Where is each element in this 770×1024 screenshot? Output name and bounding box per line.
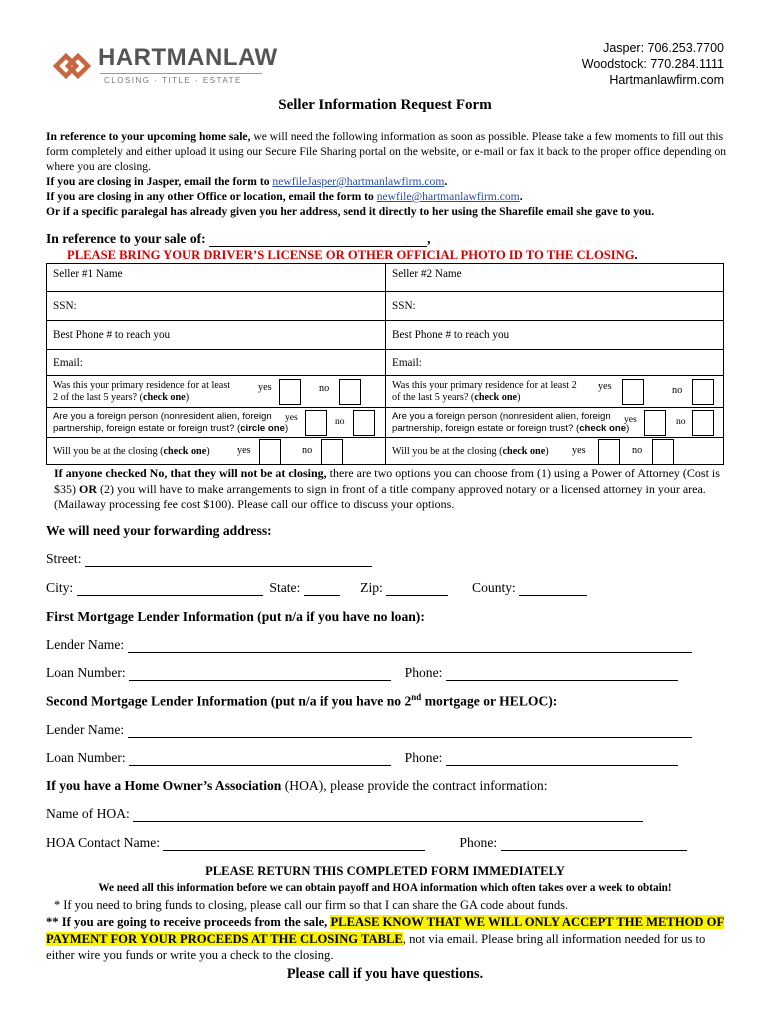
circle-one: circle one [240, 422, 285, 434]
logo [52, 44, 278, 90]
yes-label: yes [237, 445, 251, 456]
hoa-name-input[interactable] [133, 807, 643, 822]
seller1-at-closing [47, 438, 386, 465]
no-label: no [632, 445, 643, 456]
closing-yes-checkbox[interactable] [598, 439, 620, 465]
foreign-no-checkbox[interactable] [692, 410, 714, 436]
check-one: check one [142, 391, 186, 403]
ssn-label: SSN: [53, 300, 77, 312]
seller2-phone-field[interactable] [386, 321, 724, 350]
primary-no-checkbox[interactable] [692, 379, 714, 405]
no-label: no [676, 416, 686, 427]
jasper-instruction: If you are closing in Jasper, email the form to [46, 175, 273, 188]
second-mortgage-heading [46, 692, 557, 710]
hoa-name-label: Name of HOA: [46, 806, 130, 821]
punct: ) [206, 445, 210, 457]
seller1-name-field[interactable] [47, 264, 386, 292]
jasper-email-link[interactable]: newfileJasper@hartmanlawfirm.com [272, 175, 445, 188]
closing-note [54, 466, 722, 513]
first-lender-row [46, 637, 692, 653]
first-loan-input[interactable] [129, 666, 391, 681]
closing-note-lead: If anyone checked No, that they will not be at closing, [54, 466, 327, 480]
other-instruction: If you are closing in any other Office or location, email the form to [46, 190, 377, 203]
second-phone-input[interactable] [446, 751, 678, 766]
punct: ) [517, 391, 521, 403]
primary-question: Was this your primary residence for at least [53, 379, 231, 391]
check-one: check one [163, 445, 207, 457]
state-label: State: [269, 580, 301, 595]
logo-name: HARTMANLAW [98, 44, 278, 71]
street-row [46, 551, 372, 567]
city-input[interactable] [77, 581, 263, 596]
sale-address-field[interactable] [209, 234, 427, 247]
punct: ) [185, 391, 190, 403]
intro-body: we will need the following information as soon as possible. Please take a few moments to fill out this form completely and either upload it using our Secure File Sharing portal on the website, or e-mail or fax it back to the proper office depending on where you are closing. [46, 130, 727, 173]
need-notice: We need all this information before we can obtain payoff and HOA information which often takes over a week to obtain! [98, 882, 672, 894]
logo-mark-icon [52, 46, 92, 86]
second-loan-row [46, 750, 678, 766]
superscript: nd [411, 692, 422, 702]
yes-label: yes [572, 445, 586, 456]
primary-question-2: 2 of the last 5 years? ( [53, 391, 143, 403]
phone-label: Phone: [404, 665, 443, 680]
hoa-heading-bold: If you have a Home Owner’s Association [46, 778, 282, 793]
punct: . [444, 175, 448, 188]
seller1-label: Seller #1 Name [53, 268, 123, 280]
proceeds-highlight: PLEASE KNOW THAT WE WILL ONLY ACCEPT THE METHOD OF PAYMENT FOR YOUR PROCEEDS AT THE CLOSING TABLE [46, 915, 725, 946]
hoa-heading-rest: (HOA), please provide the contract information: [281, 778, 548, 793]
hoa-contact-label: HOA Contact Name: [46, 835, 161, 850]
punct: ) [626, 422, 630, 434]
hoa-contact-input[interactable] [163, 836, 425, 851]
second-heading-pre: Second Mortgage Lender Information (put n/a if you have no 2 [46, 693, 412, 709]
punct: . [634, 248, 638, 262]
primary-no-checkbox[interactable] [339, 379, 361, 405]
foreign-yes-checkbox[interactable] [305, 410, 327, 436]
yes-label: yes [258, 382, 272, 393]
street-label: Street: [46, 551, 82, 566]
seller1-phone-field[interactable] [47, 321, 386, 350]
state-input[interactable] [304, 581, 340, 596]
sale-label: In reference to your sale of: [46, 231, 206, 246]
check-one: check one [579, 422, 627, 434]
website: Hartmanlawfirm.com [609, 73, 724, 87]
zip-label: Zip: [360, 580, 383, 595]
seller1-email-field[interactable] [47, 350, 386, 376]
intro-lead: In reference to your upcoming home sale, [46, 130, 251, 143]
county-input[interactable] [519, 581, 587, 596]
yes-label: yes [624, 414, 637, 425]
primary-yes-checkbox[interactable] [279, 379, 301, 405]
foreign-yes-checkbox[interactable] [644, 410, 666, 436]
loan-label: Loan Number: [46, 665, 126, 680]
foreign-question-2: partnership, foreign estate or foreign trust? ( [392, 422, 580, 434]
closing-question: Will you be at the closing ( [392, 445, 503, 457]
foreign-question-2: partnership, foreign estate or foreign trust? ( [53, 422, 241, 434]
no-label: no [335, 416, 345, 427]
contact-block [582, 40, 724, 88]
primary-yes-checkbox[interactable] [622, 379, 644, 405]
second-heading-post: mortgage or HELOC): [421, 693, 558, 709]
proceeds-post: , not via email. Please bring all information needed for us to either wire you funds or write you a check to the closing. [46, 931, 706, 962]
city-label: City: [46, 580, 74, 595]
primary-question: Was this your primary residence for at least 2 [392, 379, 577, 391]
seller2-primary-residence [386, 376, 724, 408]
no-label: no [672, 385, 683, 396]
city-row [46, 580, 726, 596]
first-mortgage-heading: First Mortgage Lender Information (put n/a if you have no loan): [46, 609, 425, 624]
funds-note: * If you need to bring funds to closing, please call our firm so that I can share the GA code about funds. [54, 898, 569, 912]
woodstock-phone: Woodstock: 770.284.1111 [581, 57, 724, 71]
seller2-label: Seller #2 Name [392, 268, 462, 280]
foreign-no-checkbox[interactable] [353, 410, 375, 436]
first-phone-input[interactable] [446, 666, 678, 681]
seller2-name-field[interactable] [386, 264, 724, 292]
yes-label: yes [598, 381, 612, 392]
closing-yes-checkbox[interactable] [259, 439, 281, 465]
first-loan-row [46, 665, 678, 681]
punct: ) [284, 422, 289, 434]
closing-note-body1: there are two options you can choose from (1) using a Power of Attorney (Cost is $35) [54, 466, 720, 496]
seller2-at-closing [386, 438, 724, 465]
second-lender-row [46, 722, 692, 738]
foreign-question: Are you a foreign person (nonresident alien, foreign [392, 410, 611, 422]
lender-label: Lender Name: [46, 722, 125, 737]
zip-input[interactable] [386, 581, 448, 596]
logo-tagline: CLOSING · TITLE · ESTATE [104, 76, 242, 85]
sale-line [46, 231, 431, 247]
closing-question: Will you be at the closing ( [53, 445, 164, 457]
county-label: County: [472, 580, 516, 595]
second-loan-input[interactable] [129, 751, 391, 766]
first-lender-input[interactable] [128, 638, 692, 653]
forwarding-heading: We will need your forwarding address: [46, 523, 272, 538]
phone-label: Phone: [404, 750, 443, 765]
check-one: check one [502, 445, 546, 457]
street-input[interactable] [85, 552, 372, 567]
intro [46, 129, 728, 219]
second-lender-input[interactable] [128, 723, 692, 738]
check-one: check one [474, 391, 518, 403]
email-label: Email: [392, 356, 422, 369]
ssn-label: SSN: [392, 300, 416, 312]
phone-label: Best Phone # to reach you [392, 329, 510, 341]
seller2-foreign-person [386, 408, 724, 438]
seller1-primary-residence [47, 376, 386, 408]
questions-note: Please call if you have questions. [286, 966, 484, 982]
closing-no-checkbox[interactable] [652, 439, 674, 465]
seller-table [46, 263, 724, 465]
seller2-ssn-field[interactable] [386, 292, 724, 321]
punct: ) [545, 445, 549, 457]
form-title: Seller Information Request Form [278, 97, 492, 113]
closing-note-body2: (2) you will have to make arrangements to sign in front of a title company approved notary or a licensed attorney in your area. (Mailaway processing fee cost $100). Please call our office to discuss your options. [54, 481, 706, 511]
punct: , [427, 231, 431, 246]
id-notice [67, 248, 638, 263]
lender-label: Lender Name: [46, 637, 125, 652]
hoa-heading [46, 778, 548, 794]
foreign-question: Are you a foreign person (nonresident alien, foreign [53, 410, 272, 422]
no-label: no [319, 383, 330, 394]
punct: . [519, 190, 523, 203]
hoa-phone-label: Phone: [459, 835, 498, 850]
no-label: no [302, 445, 313, 456]
proceeds-note [46, 914, 730, 964]
or-word: OR [79, 481, 97, 496]
hoa-name-row [46, 806, 643, 822]
other-email-link[interactable]: newfile@hartmanlawfirm.com [376, 190, 520, 203]
proceeds-pre: ** If you are going to receive proceeds from the sale, [46, 915, 331, 929]
closing-no-checkbox[interactable] [321, 439, 343, 465]
yes-label: yes [285, 412, 298, 423]
jasper-phone: Jasper: 706.253.7700 [603, 41, 724, 55]
return-notice: PLEASE RETURN THIS COMPLETED FORM IMMEDIATELY [205, 864, 565, 878]
id-notice-text: PLEASE BRING YOUR DRIVER’S LICENSE OR OTHER OFFICIAL PHOTO ID TO THE CLOSING [67, 248, 635, 262]
hoa-phone-input[interactable] [501, 836, 687, 851]
seller2-email-field[interactable] [386, 350, 724, 376]
seller1-ssn-field[interactable] [47, 292, 386, 321]
phone-label: Best Phone # to reach you [53, 329, 171, 341]
email-label: Email: [53, 356, 83, 369]
seller1-foreign-person [47, 408, 386, 438]
primary-question-2: of the last 5 years? ( [392, 391, 475, 403]
loan-label: Loan Number: [46, 750, 126, 765]
hoa-contact-row [46, 835, 687, 851]
paralegal-note: Or if a specific paralegal has already given you her address, send it directly to her using the Sharefile email she gave to you. [46, 205, 655, 218]
